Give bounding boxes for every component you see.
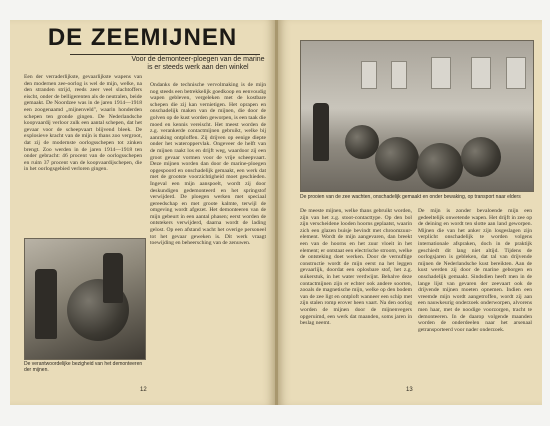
left-page-column-1 [24, 74, 142, 244]
right-page [278, 20, 542, 405]
worker-figure [35, 269, 57, 339]
article-title: DE ZEEMIJNEN [47, 24, 238, 51]
sea-mine-shape [375, 137, 419, 181]
building-window [431, 57, 451, 89]
sea-mine-shape [461, 137, 501, 177]
title-divider [70, 54, 260, 55]
worker-figure [103, 253, 123, 303]
article-subtitle: Voor de demonteer-ploegen van de marine is er steeds werk aan den winkel [131, 56, 265, 71]
demolition-photo [24, 238, 146, 360]
left-photo-caption: De verantwoordelijke bezigheid van het demonteeren der mijnen. [24, 361, 143, 373]
right-column-2-text: De mijn is zonder bevaloende mijn een gedeeltelijk onwetende wapen. Het drijft in zee op de deining en wordt ten slotte aan land geworpen. Mijnen die van het anker zijn losgeslagen zijn verplicht onschadelijk te worden volgens internationale afspraken, doch in de praktijk geschiedt dit lang niet altijd. Tijdens de oorlogsjaren is gebleken, dat tal van drijvende mijnen de Nederlandsche kust bereikten. Aan de kust werden zij door de marine geborgen en onschadelijk gemaakt. Sindsdien heeft men in de lange lijst van gevaren der zeevaart ook de drijvende mijnen moeten opnemen. Indien een vreemde mijn wordt aangetroffen, wordt zij aan een nauwkeurig onderzoek onderworpen, alvorens men haar, met de noodige voorzorgen, tracht te demonteeren. In de daarop volgende maanden worden de onderdeelen naar het arsenaal getransporteerd voor nader onderzoek. [418, 208, 532, 333]
sea-mine-shape [345, 125, 379, 159]
left-column-2-text: Ondanks de technische vervolmaking is de mijn nog steeds een betrekkelijk goedkoop en eenvoudig wapen gebleven, vergeleken met de kostbare schepen die zij kan vernietigen. Het oprapen en onschadelijk maken van de mijnen, die door de golven op de kust worden geworpen, is een taak die moed en kennis vereischt. Het meest worden de z.g. verankerde contactmijnen gebruikt, welke bij aanraking ontploffen. Zij drijven op eenige diepte onder het wateroppervlak. Ongeveer de helft van de mijnen raakt los en drijft weg, waardoor zij een groot gevaar vormen voor de vrije scheepvaart. Deze mijnen worden dan door de marine-ploegen opgespoord en onschadelijk gemaakt, een werk dat met de grootste voorzichtigheid moet geschieden. Ingeval een mijn aanspoelt, wordt zij door deskundigen gedemonteerd en het springstof verwijderd. De ploegen werken met speciaal gereedschap en met groote kalmte, terwijl de omgeving wordt afgezet. Het demonteeren van de mijn gebeurt in een aantal phasen; eerst worden de ontstekers verwijderd, daarna wordt de lading gelost. Op een afstand wacht het overige personeel tot het gevaar geweken is. Dit werk vraagt toewijding en beheersching van de zenuwen. [150, 82, 266, 247]
left-page-column-2 [150, 82, 266, 398]
right-page-column-1 [300, 208, 412, 398]
left-page-number: 12 [140, 387, 147, 393]
building-window [361, 61, 377, 89]
right-page-number: 13 [406, 387, 413, 393]
building-window [471, 57, 491, 89]
building-window [506, 57, 526, 89]
guard-figure [313, 103, 329, 161]
sea-mine-shape [417, 143, 463, 189]
left-column-1-text: Een der verraderlijkste, gevaarlijkste wapens van den modernen zee-oorlog is wel de mijn, welke, na den stranden strijd, reeds zeer veel slachtoffers eischt, onder de belligerenten als de neutralen, beide gemaakt. De Noordzee was in de jaren 1914—1918 een zoogenaamd „mijnenveld", waarin honderden schepen ten gronde gingen. De Nederlandsche koopvaardij verloor zulk een aantal schepen, dat het gevaar voor de scheepvaart blijvend bleek. De explosieve kracht van de mijn is thans zoo vergroot, dat zij de modernste oorlogsschepen tot zinken brengt. Zoo werden in de jaren 1914—1918 ten onder gebracht: 46 procent van de oorlogsschepen en ruim 37 procent van de koopvaardijschepen, die in het oorlogsgebied verloren gingen. [24, 74, 142, 173]
right-page-column-2 [418, 208, 532, 398]
right-column-1-text: De meeste mijnen, welke thans gebruikt worden, zijn van het z.g. stoot-contacttype. Op den bol zijn verscheidene looden hoorns geplaatst, waarin zich een glazen buisje bevindt met chroomzuur-element. Wordt de mijn aangevaren, dan breekt een van de hoorns en het zuur vloeit in het element; er ontstaat een electrische stroom, welke de ontsteking doet werken. Door de vernuftige constructie wordt de mijn eerst na het leggen gevaarlijk, doordat een oplosbare stof, het z.g. suikerstuk, in het water verdwijnt. Behalve deze contactmijnen zijn er echter ook andere soorten, zooals de magnetische mijn, welke op den bodem van de zee ligt en ontploft wanneer een schip met zijn stalen romp erover heen vaart. Na den oorlog worden de mijnen door de mijnenvegers opgeruimd, een werk dat maanden, soms jaren in beslag neemt. [300, 208, 412, 327]
building-window [391, 61, 407, 89]
right-photo-caption: De prooien van de zee wachten, onschadelijk gemaakt en onder bewaking, op transport naar elders [300, 194, 521, 200]
magazine-spread [10, 20, 542, 405]
left-page [10, 20, 275, 405]
mines-transport-photo [300, 40, 534, 192]
